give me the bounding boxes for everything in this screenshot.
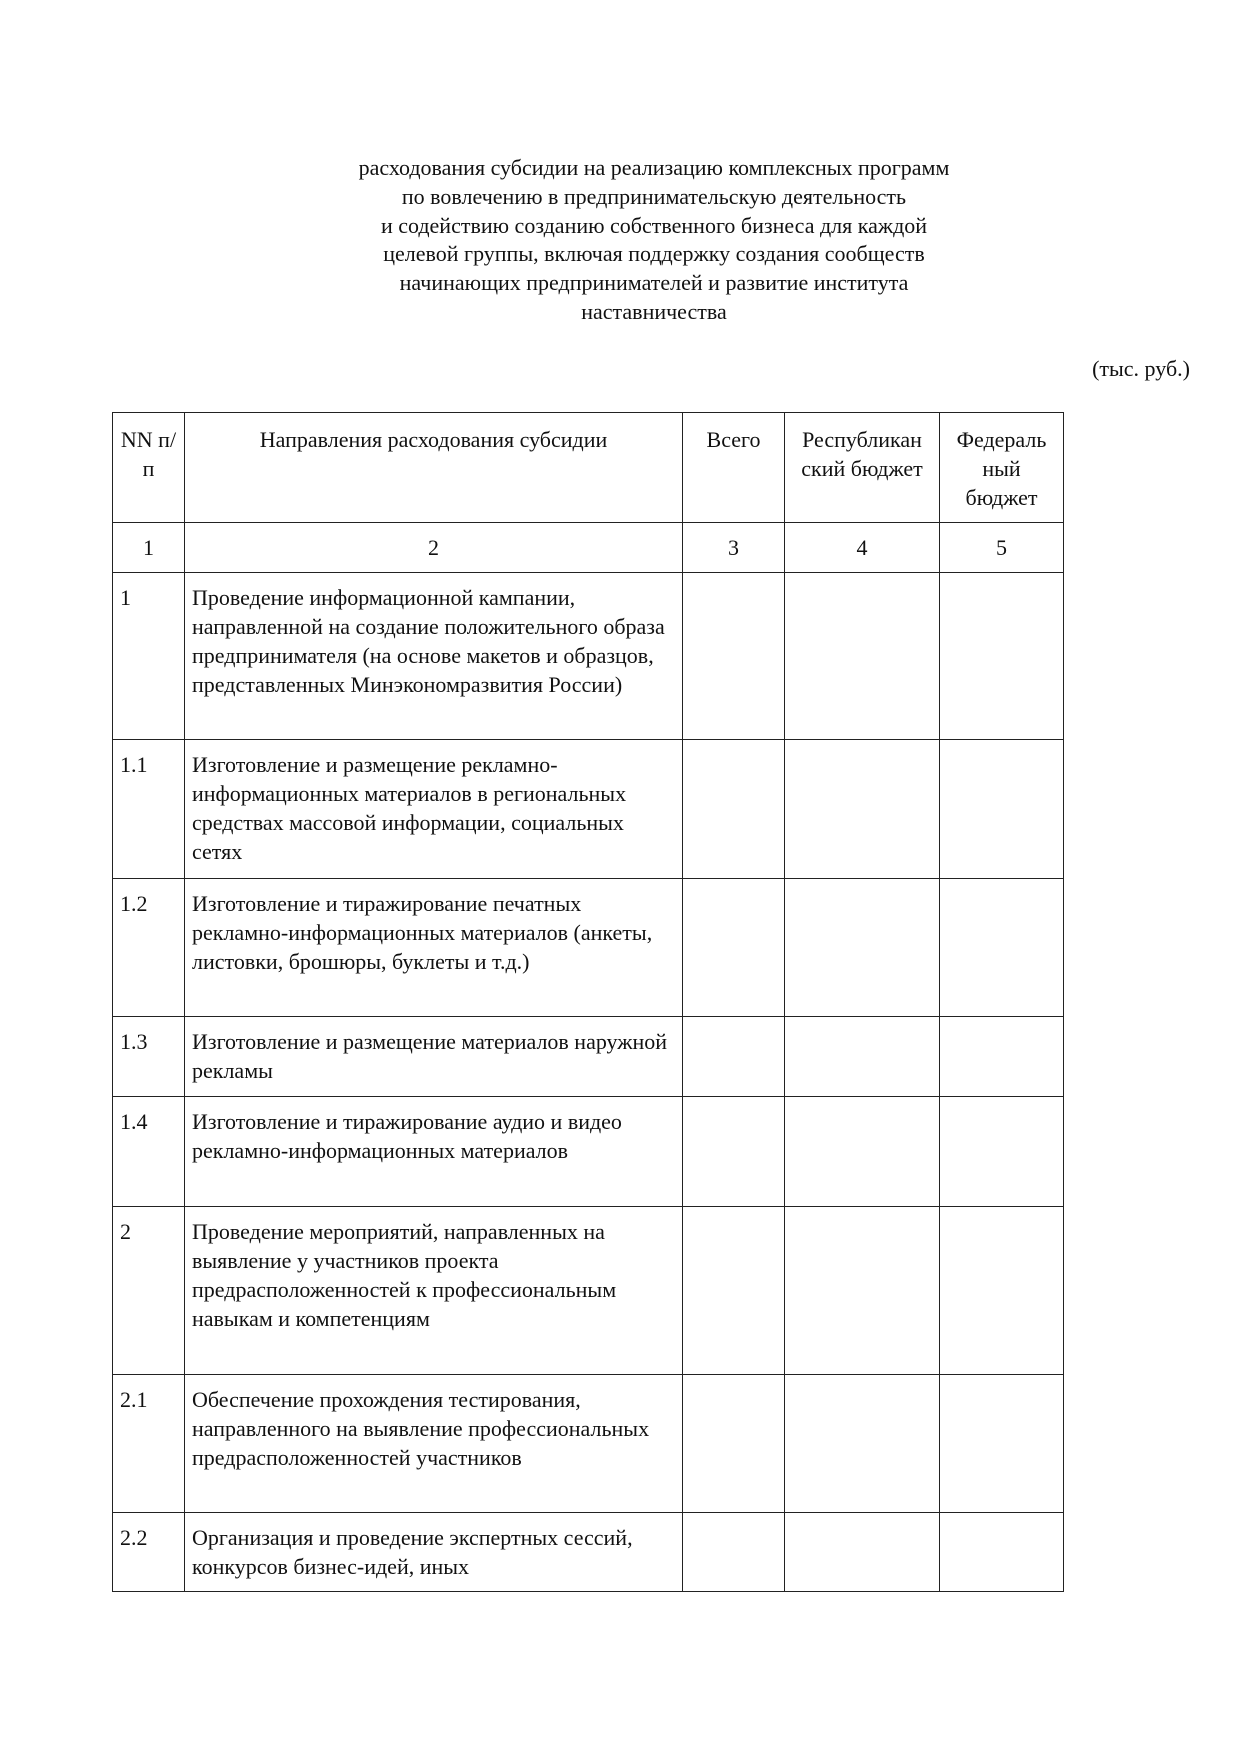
cell-republic — [785, 1513, 940, 1592]
row-text: Проведение мероприятий, направленных на выявление у участников проекта предрасположенностей к профессиональным навыкам и компетенциям — [185, 1207, 683, 1375]
cell-federal — [940, 573, 1064, 740]
title-line: расходования субсидии на реализацию комплексных программ — [358, 155, 950, 180]
cell-total — [683, 1375, 785, 1513]
row-number: 1 — [113, 573, 185, 740]
cell-federal — [940, 1017, 1064, 1097]
row-text: Проведение информационной кампании, направленной на создание положительного образа предпринимателя (на основе макетов и образцов, представленных Минэкономразвития России) — [185, 573, 683, 740]
table-row — [113, 740, 1064, 879]
cell-federal — [940, 1207, 1064, 1375]
table-row — [113, 879, 1064, 1017]
table-row — [113, 1097, 1064, 1207]
row-number: 1.3 — [113, 1017, 185, 1097]
header-republic-budget: Республикан ский бюджет — [785, 413, 940, 523]
row-text: Изготовление и тиражирование печатных рекламно-информационных материалов (анкеты, листовки, брошюры, буклеты и т.д.) — [185, 879, 683, 1017]
title-line: по вовлечению в предпринимательскую деятельность — [401, 183, 907, 209]
table-row — [113, 1207, 1064, 1375]
title-line: наставничества — [581, 298, 727, 324]
cell-federal — [940, 1375, 1064, 1513]
subsidy-table — [112, 412, 1064, 1592]
table-header-row — [113, 413, 1064, 523]
cell-total — [683, 573, 785, 740]
cell-republic — [785, 1207, 940, 1375]
cell-federal — [940, 1097, 1064, 1207]
cell-republic — [785, 1375, 940, 1513]
header-federal-budget: Федераль ный бюджет — [940, 413, 1064, 523]
row-text: Изготовление и размещение материалов наружной рекламы — [185, 1017, 683, 1097]
header-direction: Направления расходования субсидии — [185, 413, 683, 523]
row-number: 2.2 — [113, 1513, 185, 1592]
document-title — [254, 154, 1054, 327]
header-total: Всего — [683, 413, 785, 523]
table-row — [113, 1375, 1064, 1513]
title-line: и содействию созданию собственного бизнеса для каждой — [380, 212, 928, 238]
cell-total — [683, 1513, 785, 1592]
units-label: (тыс. руб.) — [1092, 356, 1190, 381]
row-number: 1.4 — [113, 1097, 185, 1207]
row-text: Организация и проведение экспертных сессий, конкурсов бизнес-идей, иных — [185, 1513, 683, 1592]
column-number: 3 — [683, 523, 785, 573]
row-number: 1.1 — [113, 740, 185, 879]
cell-republic — [785, 573, 940, 740]
cell-federal — [940, 740, 1064, 879]
title-line: начинающих предпринимателей и развитие института — [399, 270, 909, 296]
cell-total — [683, 1097, 785, 1207]
header-number: NN п/п — [113, 413, 185, 523]
table-row — [113, 573, 1064, 740]
row-number: 2.1 — [113, 1375, 185, 1513]
row-text: Обеспечение прохождения тестирования, направленного на выявление профессиональных предрасположенностей участников — [185, 1375, 683, 1513]
cell-republic — [785, 1097, 940, 1207]
row-number: 1.2 — [113, 879, 185, 1017]
column-number: 1 — [113, 523, 185, 573]
cell-republic — [785, 1017, 940, 1097]
row-text: Изготовление и тиражирование аудио и видео рекламно-информационных материалов — [185, 1097, 683, 1207]
cell-total — [683, 1017, 785, 1097]
cell-republic — [785, 740, 940, 879]
cell-total — [683, 1207, 785, 1375]
column-number: 4 — [785, 523, 940, 573]
table-row — [113, 1513, 1064, 1592]
row-text: Изготовление и размещение рекламно-информационных материалов в региональных средствах массовой информации, социальных сетях — [185, 740, 683, 879]
column-number: 5 — [940, 523, 1064, 573]
row-number: 2 — [113, 1207, 185, 1375]
column-number: 2 — [185, 523, 683, 573]
cell-federal — [940, 1513, 1064, 1592]
cell-federal — [940, 879, 1064, 1017]
cell-total — [683, 740, 785, 879]
cell-total — [683, 879, 785, 1017]
column-number-row — [113, 523, 1064, 573]
cell-republic — [785, 879, 940, 1017]
title-line: целевой группы, включая поддержку создания сообществ — [383, 241, 925, 267]
table-row — [113, 1017, 1064, 1097]
